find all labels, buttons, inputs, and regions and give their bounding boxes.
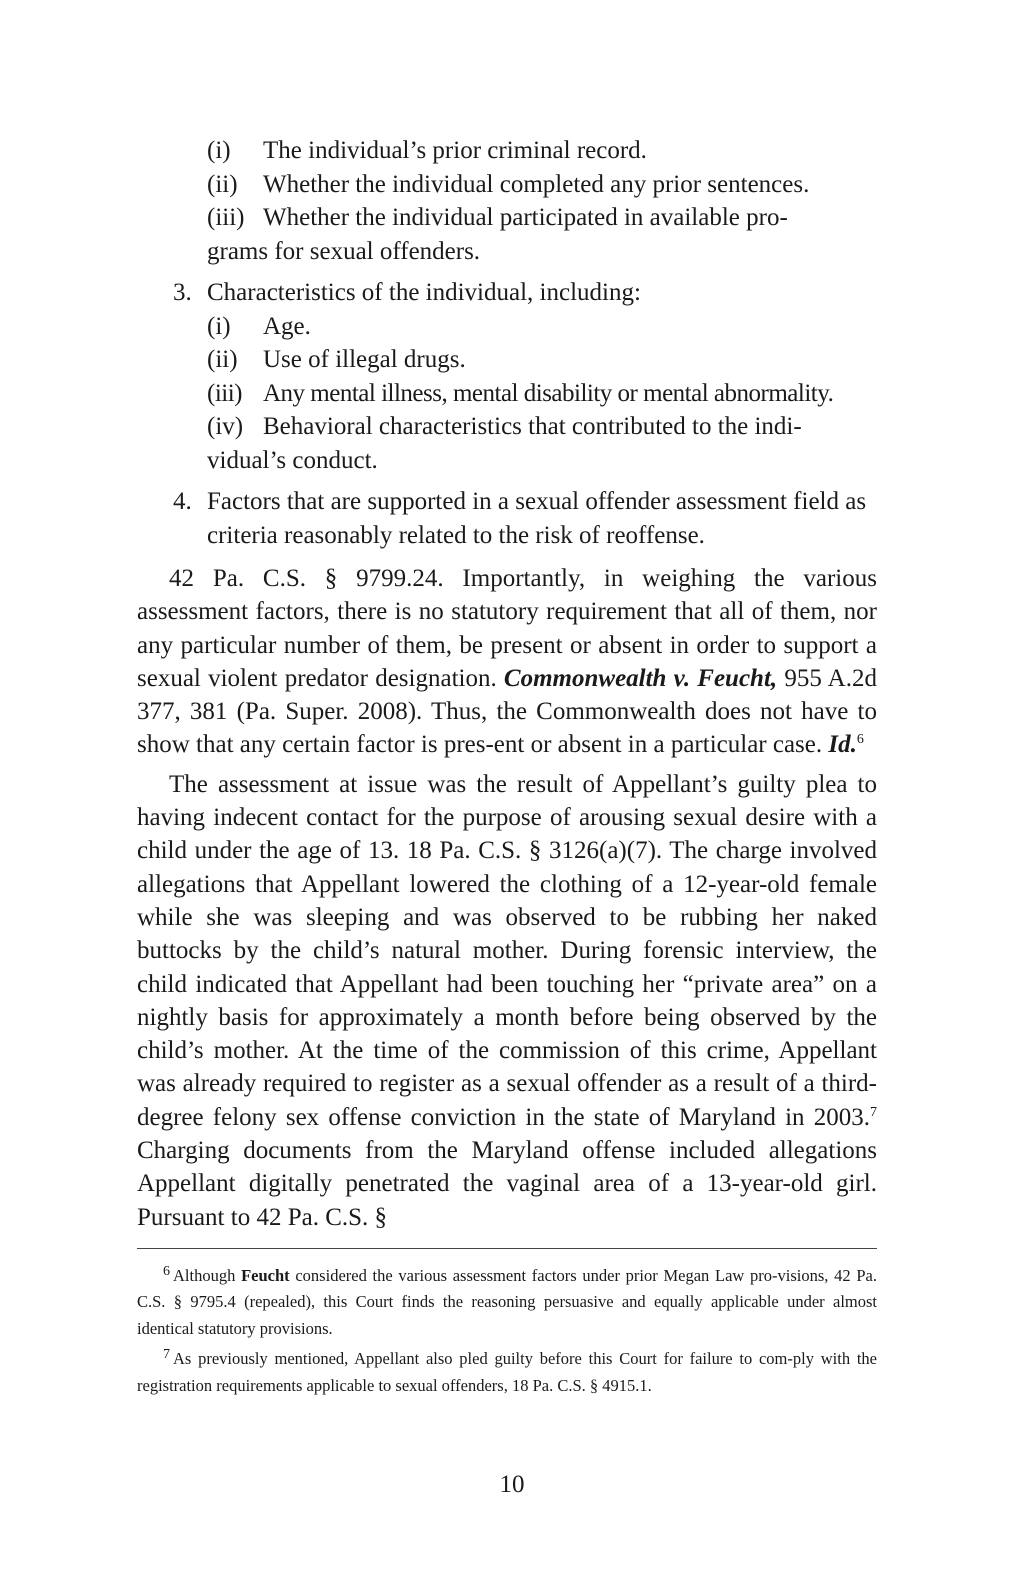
footnote-number: 6 — [163, 1263, 170, 1279]
paragraph-assessment — [137, 768, 877, 1234]
numbered-item-3 — [173, 276, 877, 310]
list-marker: (ii) — [207, 346, 238, 373]
list-marker: (ii) — [207, 170, 238, 198]
list-number: 4. — [173, 488, 192, 515]
footnote-divider — [137, 1248, 877, 1249]
list-item-text: Characteristics of the individual, including: — [207, 279, 641, 306]
id-citation: Id. — [828, 731, 857, 759]
list-marker: (iv) — [207, 413, 244, 440]
list-item-text: Any mental illness, mental disability or mental abnormality. — [263, 379, 834, 407]
case-citation: Commonwealth v. Feucht, — [503, 664, 778, 692]
footnote-text: considered the various assessment factors under prior Megan Law pro-visions, 42 Pa. C.S. § 9795.4 (repealed), this Court finds the reasoning persuasive and equally applicable under almost identical statutory provisions. — [137, 1265, 877, 1338]
list-item — [207, 134, 877, 168]
list-item-text: Whether the individual participated in available pro- — [263, 204, 788, 231]
factor-sublist-characteristics — [207, 310, 877, 478]
list-item — [207, 410, 877, 444]
list-item — [207, 377, 877, 411]
numbered-item-4 — [173, 485, 877, 552]
list-item-text: Behavioral characteristics that contributed to the indi- — [263, 413, 802, 440]
list-item — [207, 343, 877, 377]
footnotes — [137, 1263, 877, 1400]
footnote-7 — [137, 1346, 877, 1399]
paragraph-text: The assessment at issue was the result of Appellant’s guilty plea to having indecent contact for the purpose of arousing sexual desire with a child under the age of 13. 18 Pa. C.S. § 3126(a)(7). The charge involved allegations that Appellant lowered the clothing of a 12-year-old female while she was sleeping and was observed to be rubbing her naked buttocks by the child’s natural mother. During forensic interview, the child indicated that Appellant had been touching her “private area” on a nightly basis for approximately a month before being observed by the child’s mother. At the time of the commission of this crime, Appellant was already required to register as a sexual offender as a result of a third-degree felony sex offense conviction in the state of Maryland in 2003. — [137, 770, 877, 1131]
list-item-text: Factors that are supported in a sexual offender assessment field as criteria reasonably related to the risk of reoffense. — [207, 488, 867, 549]
list-item-continuation — [207, 235, 877, 269]
list-item-text: vidual’s conduct. — [207, 446, 378, 474]
footnote-reference: 6 — [856, 732, 864, 748]
list-item-text: The individual’s prior criminal record. — [263, 137, 647, 164]
footnote-6 — [137, 1263, 877, 1343]
list-item — [207, 201, 877, 235]
paragraph-text: Charging documents from the Maryland offense included allegations Appellant digitally penetrated the vaginal area of a 13-year-old girl. Pursuant to 42 Pa. C.S. § — [137, 1137, 877, 1231]
list-item — [207, 168, 877, 202]
list-marker: (i) — [207, 312, 231, 340]
list-item — [207, 310, 877, 344]
footnote-text: Although — [173, 1265, 242, 1285]
footnote-case-name: Feucht — [241, 1265, 290, 1285]
list-item-text: Age. — [263, 312, 311, 340]
list-item-text: Whether the individual completed any prior sentences. — [263, 170, 810, 198]
document-page — [137, 134, 877, 1399]
factor-sublist-history — [207, 134, 877, 268]
footnote-reference: 7 — [870, 1104, 877, 1120]
list-marker: (iii) — [207, 204, 245, 231]
list-number: 3. — [173, 279, 192, 306]
footnote-text: As previously mentioned, Appellant also pled guilty before this Court for failure to com-ply with the registration requirements applicable to sexual offenders, 18 Pa. C.S. § 4915.1. — [137, 1349, 877, 1395]
list-marker: (iii) — [207, 379, 242, 407]
footnote-number: 7 — [163, 1347, 170, 1363]
paragraph-text: 955 A.2d 377, 381 (Pa. Super. 2008). Thus, the Commonwealth does not have to show that any certain factor is pres-ent or absent in a particular case. — [137, 664, 877, 759]
list-item-continuation — [207, 444, 877, 478]
list-item-text: Use of illegal drugs. — [263, 346, 466, 373]
list-item-text: grams for sexual offenders. — [207, 237, 481, 265]
list-marker: (i) — [207, 137, 231, 164]
paragraph-statutory-factors — [137, 562, 877, 762]
paragraph-text: 42 Pa. C.S. § 9799.24. Importantly, in weighing the various assessment factors, there is no statutory requirement that all of them, nor any particular number of them, be present or absent in order to support a sexual violent predator designation. — [137, 565, 877, 692]
page-number: 10 — [499, 1471, 525, 1498]
